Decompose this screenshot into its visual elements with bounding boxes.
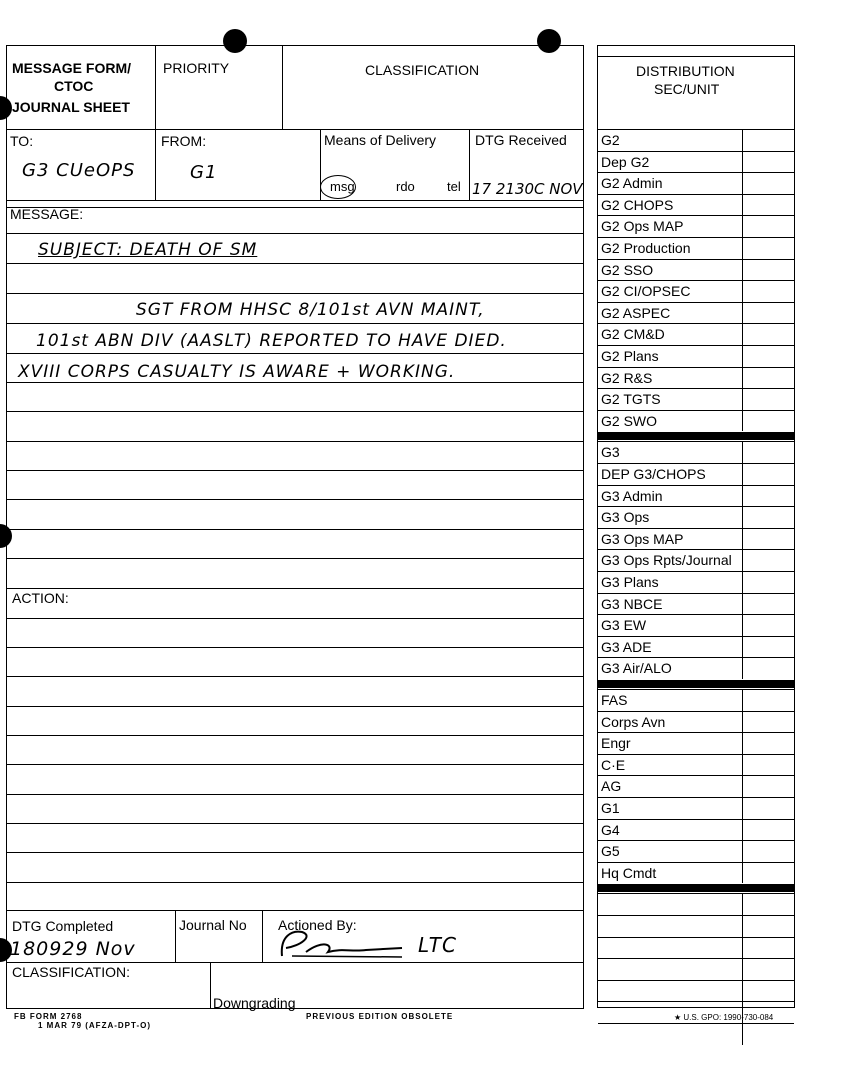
distribution-unit-label: G1 (601, 800, 620, 816)
distribution-check-cell[interactable] (742, 195, 743, 216)
obsolete-note: PREVIOUS EDITION OBSOLETE (306, 1012, 454, 1021)
distribution-unit-label: Corps Avn (601, 713, 666, 730)
distribution-unit-label: Engr (601, 735, 631, 752)
distribution-row[interactable] (598, 1001, 794, 1023)
distribution-row[interactable] (598, 463, 794, 485)
distribution-row[interactable] (598, 775, 794, 797)
distribution-check-cell[interactable] (742, 550, 743, 571)
distribution-check-cell[interactable] (742, 894, 743, 915)
actioned-by-rank[interactable]: LTC (418, 933, 457, 957)
distribution-check-cell[interactable] (742, 776, 743, 797)
distribution-unit-label: G2 SSO (601, 261, 654, 278)
actioned-by-label: Actioned By: (278, 917, 357, 933)
distribution-check-cell[interactable] (742, 841, 743, 862)
form-title-line-1: MESSAGE FORM/ (12, 60, 132, 76)
distribution-check-cell[interactable] (742, 281, 743, 302)
gpo-note: ★ U.S. GPO: 1990-730-084 (674, 1013, 774, 1022)
signature (262, 926, 412, 962)
distribution-check-cell[interactable] (742, 712, 743, 733)
distribution-unit-label: G2 (601, 132, 620, 148)
distribution-unit-label: G3 NBCE (601, 595, 663, 612)
distribution-unit-label: Dep G2 (601, 153, 650, 170)
distribution-row[interactable] (598, 549, 794, 571)
distribution-row[interactable] (598, 636, 794, 658)
means-msg-option[interactable]: msg (330, 179, 355, 194)
distribution-row[interactable] (598, 937, 794, 959)
distribution-row[interactable] (598, 689, 794, 711)
distribution-check-cell[interactable] (742, 464, 743, 485)
distribution-row[interactable] (598, 302, 794, 324)
distribution-check-cell[interactable] (742, 507, 743, 528)
distribution-check-cell[interactable] (742, 130, 743, 151)
to-label: TO: (10, 133, 34, 149)
message-label: MESSAGE: (10, 206, 84, 222)
distribution-check-cell[interactable] (742, 798, 743, 819)
distribution-check-cell[interactable] (742, 260, 743, 281)
distribution-check-cell[interactable] (742, 863, 743, 884)
distribution-group-separator (598, 680, 794, 688)
distribution-unit-label: G2 CI/OPSEC (601, 283, 691, 300)
distribution-check-cell[interactable] (742, 216, 743, 237)
form-title-line-2: CTOC (54, 78, 94, 94)
distribution-check-cell[interactable] (742, 938, 743, 959)
distribution-check-cell[interactable] (742, 324, 743, 345)
distribution-row[interactable] (598, 129, 794, 151)
distribution-check-cell[interactable] (742, 303, 743, 324)
distribution-row[interactable] (598, 172, 794, 194)
distribution-unit-label: G2 Production (601, 240, 691, 256)
distribution-unit-label: G3 Ops Rpts/Journal (601, 552, 732, 569)
distribution-check-cell[interactable] (742, 916, 743, 937)
distribution-row[interactable] (598, 1023, 794, 1045)
distribution-unit-label: G2 Ops MAP (601, 218, 684, 235)
distribution-group-separator (598, 432, 794, 440)
distribution-check-cell[interactable] (742, 152, 743, 173)
distribution-unit-label: AG (601, 778, 622, 795)
distribution-title-1: DISTRIBUTION (636, 63, 735, 79)
distribution-unit-label: G2 SWO (601, 412, 658, 429)
distribution-row[interactable] (598, 614, 794, 636)
distribution-check-cell[interactable] (742, 368, 743, 389)
distribution-row[interactable] (598, 657, 794, 679)
distribution-row[interactable] (598, 593, 794, 615)
dtg-completed-value[interactable]: 180929 Nov (10, 938, 136, 960)
distribution-check-cell[interactable] (742, 346, 743, 367)
distribution-row[interactable] (598, 237, 794, 259)
distribution-check-cell[interactable] (742, 389, 743, 410)
distribution-unit-label: DEP G3/CHOPS (601, 466, 706, 482)
distribution-row[interactable] (598, 862, 794, 884)
bottom-classification-label: CLASSIFICATION: (12, 964, 130, 980)
distribution-row[interactable] (598, 893, 794, 915)
distribution-row[interactable] (598, 528, 794, 550)
dtg-received-value[interactable]: 17 2130C NOV (472, 180, 583, 198)
distribution-unit-label: G2 R&S (601, 369, 653, 386)
means-of-delivery-label: Means of Delivery (324, 132, 437, 148)
distribution-unit-label: G2 TGTS (601, 391, 661, 408)
distribution-check-cell[interactable] (742, 733, 743, 754)
distribution-row[interactable] (598, 323, 794, 345)
distribution-row[interactable] (598, 711, 794, 733)
distribution-row[interactable] (598, 280, 794, 302)
distribution-check-cell[interactable] (742, 755, 743, 776)
distribution-row[interactable] (598, 980, 794, 1002)
distribution-row[interactable] (598, 345, 794, 367)
distribution-unit-label: G3 (601, 444, 620, 461)
distribution-row[interactable] (598, 754, 794, 776)
distribution-unit-label: G3 Admin (601, 487, 663, 504)
distribution-unit-label: G3 Ops MAP (601, 530, 684, 547)
downgrading-label: Downgrading (213, 995, 296, 1011)
distribution-unit-label: G2 CM&D (601, 326, 665, 343)
distribution-row[interactable] (598, 485, 794, 507)
distribution-row[interactable] (598, 215, 794, 237)
message-line-3[interactable]: 101st ABN DIV (AASLT) REPORTED TO HAVE DIED. (36, 331, 507, 351)
distribution-unit-label: G3 Air/ALO (601, 660, 672, 677)
distribution-unit-label: G3 Ops (601, 509, 650, 526)
distribution-row[interactable] (598, 958, 794, 980)
dtg-completed-label: DTG Completed (12, 918, 114, 934)
distribution-unit-label: G3 ADE (601, 638, 652, 655)
distribution-row[interactable] (598, 388, 794, 410)
distribution-row[interactable] (598, 819, 794, 841)
from-label: FROM: (161, 133, 207, 149)
distribution-check-cell[interactable] (742, 594, 743, 615)
msg-selected-circle (320, 175, 356, 199)
distribution-check-cell[interactable] (742, 658, 743, 679)
distribution-unit-label: G2 Admin (601, 175, 663, 192)
distribution-row[interactable] (598, 840, 794, 862)
distribution-check-cell[interactable] (742, 411, 743, 432)
form-title-line-3: JOURNAL SHEET (12, 99, 130, 115)
distribution-row[interactable] (598, 441, 794, 463)
distribution-unit-label: G2 CHOPS (601, 196, 674, 213)
message-line-1[interactable]: SUBJECT: DEATH OF SM (38, 240, 258, 260)
distribution-check-cell[interactable] (742, 615, 743, 636)
distribution-row[interactable] (598, 732, 794, 754)
distribution-row[interactable] (598, 571, 794, 593)
distribution-row[interactable] (598, 797, 794, 819)
distribution-unit-label: FAS (601, 692, 628, 708)
distribution-title-2: SEC/UNIT (654, 81, 720, 97)
distribution-unit-label: Hq Cmdt (601, 864, 657, 881)
distribution-unit-label: G4 (601, 821, 620, 838)
distribution-check-cell[interactable] (742, 572, 743, 593)
distribution-unit-label: G3 EW (601, 617, 647, 634)
distribution-row[interactable] (598, 410, 794, 432)
means-rdo-option[interactable]: rdo (396, 179, 415, 194)
distribution-row[interactable] (598, 194, 794, 216)
form-date: 1 MAR 79 (AFZA-DPT-O) (38, 1021, 151, 1030)
distribution-check-cell[interactable] (742, 690, 743, 711)
means-tel-option[interactable]: tel (447, 179, 461, 194)
distribution-row[interactable] (598, 915, 794, 937)
journal-no-label: Journal No (179, 917, 247, 933)
distribution-check-cell[interactable] (742, 981, 743, 1002)
distribution-group-separator (598, 884, 794, 892)
distribution-unit-label: G3 Plans (601, 574, 659, 590)
distribution-unit-label: G5 (601, 843, 620, 860)
distribution-row[interactable] (598, 259, 794, 281)
distribution-unit-label: C·E (601, 756, 626, 773)
distribution-check-cell[interactable] (742, 959, 743, 980)
form-number: FB FORM 2768 (14, 1012, 83, 1021)
distribution-row[interactable] (598, 506, 794, 528)
from-value[interactable]: G1 (190, 162, 218, 183)
distribution-check-cell[interactable] (742, 442, 743, 463)
distribution-row[interactable] (598, 151, 794, 173)
priority-label: PRIORITY (163, 60, 230, 76)
distribution-unit-label: G2 ASPEC (601, 304, 671, 321)
classification-label: CLASSIFICATION (365, 62, 480, 78)
message-line-2[interactable]: SGT FROM HHSC 8/101st AVN MAINT, (136, 300, 485, 320)
distribution-check-cell[interactable] (742, 238, 743, 259)
distribution-check-cell[interactable] (742, 637, 743, 658)
distribution-row[interactable] (598, 367, 794, 389)
action-label: ACTION: (12, 590, 69, 606)
distribution-check-cell[interactable] (742, 173, 743, 194)
distribution-check-cell[interactable] (742, 1024, 743, 1045)
to-value[interactable]: G3 CUeOPS (22, 160, 136, 181)
distribution-check-cell[interactable] (742, 1002, 743, 1023)
message-line-4[interactable]: XVIII CORPS CASUALTY IS AWARE + WORKING. (18, 362, 456, 382)
distribution-check-cell[interactable] (742, 529, 743, 550)
distribution-check-cell[interactable] (742, 820, 743, 841)
distribution-check-cell[interactable] (742, 486, 743, 507)
dtg-received-label: DTG Received (475, 132, 567, 148)
distribution-unit-label: G2 Plans (601, 348, 659, 364)
